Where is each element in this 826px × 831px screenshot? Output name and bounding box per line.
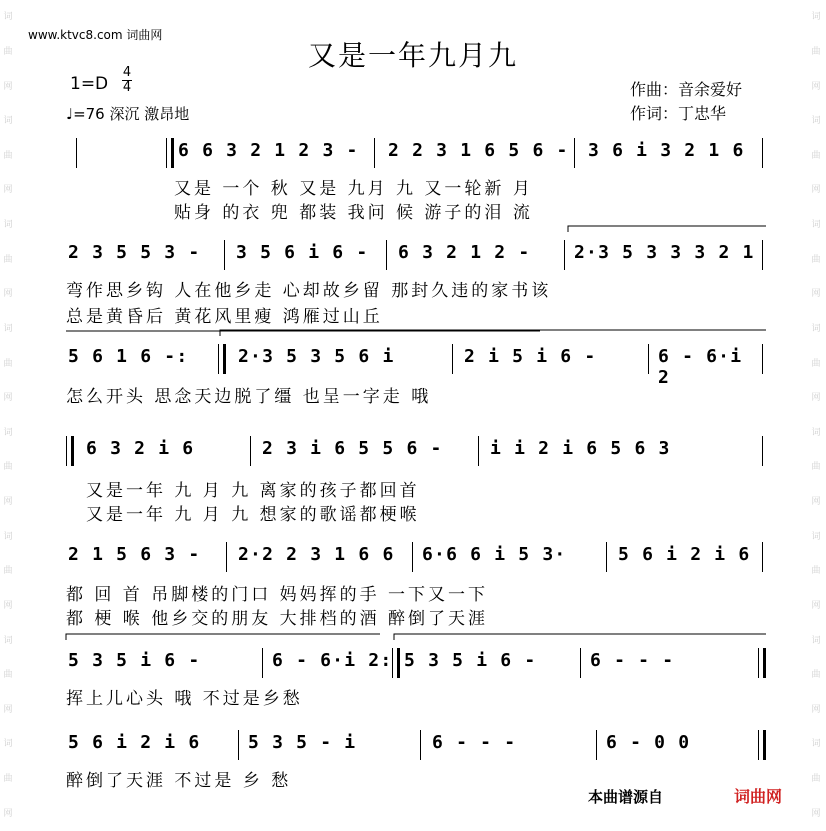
- watermark-glyph: 词: [811, 12, 821, 23]
- watermark-glyph: 网: [811, 81, 821, 92]
- watermark-glyph: 曲: [3, 670, 13, 681]
- measure-notes: 2·3 5 3 5 6 i: [238, 346, 395, 367]
- measure-notes: 5 6 1 6 -:: [68, 346, 189, 367]
- watermark-glyph: 网: [3, 497, 13, 508]
- volta-line: [394, 634, 766, 640]
- lyric-verse-1: 挥上儿心头 哦 不过是乡愁: [66, 689, 303, 709]
- watermark-glyph: 词: [3, 635, 13, 646]
- measure-notes: 2 i 5 i 6 -: [464, 346, 597, 367]
- measure-notes: 6 3 2 1 2 -: [398, 242, 531, 263]
- composer-credit: 作曲：音余爱好: [630, 80, 743, 99]
- measure-notes: 5 3 5 i 6 -: [404, 650, 537, 671]
- watermark-glyph: 词: [3, 427, 13, 438]
- key-signature: 1=D: [70, 74, 109, 94]
- site-label: www.ktvc8.com 词曲网: [28, 28, 163, 42]
- measure-notes: 6 - 0 0: [606, 732, 691, 753]
- watermark-glyph: 网: [811, 808, 821, 819]
- watermark-glyph: 词: [3, 220, 13, 231]
- watermark-glyph: 词: [3, 12, 13, 23]
- watermark-glyph: 网: [811, 185, 821, 196]
- measure-notes: 6 3 2 i 6: [86, 438, 195, 459]
- watermark-glyph: 曲: [3, 462, 13, 473]
- tempo-mark: ♩=76: [66, 105, 105, 123]
- watermark-glyph: 曲: [811, 774, 821, 785]
- watermark-glyph: 曲: [811, 462, 821, 473]
- watermark-glyph: 曲: [3, 358, 13, 369]
- watermark-glyph: 词: [3, 116, 13, 127]
- watermark-glyph: 曲: [811, 358, 821, 369]
- watermark-glyph: 网: [3, 808, 13, 819]
- lyric-verse-2: 又是一年 九 月 九 想家的歌谣都梗喉: [86, 505, 420, 525]
- watermark-glyph: 曲: [811, 254, 821, 265]
- measure-notes: 5 3 5 i 6 -: [68, 650, 201, 671]
- lyric-verse-1: 又是一年 九 月 九 离家的孩子都回首: [86, 481, 420, 501]
- time-sig-top: 4: [122, 65, 132, 80]
- measure-notes: 2 2 3 1 6 5 6 -: [388, 140, 569, 161]
- watermark-glyph: 曲: [811, 566, 821, 577]
- watermark-glyph: 词: [811, 739, 821, 750]
- watermark-glyph: 曲: [3, 566, 13, 577]
- lyric-verse-1: 怎么开头 思念天边脱了缰 也呈一字走 哦: [66, 387, 432, 407]
- watermark-glyph: 网: [3, 185, 13, 196]
- measure-notes: 5 6 i 2 i 6: [618, 544, 751, 565]
- lyric-verse-2: 总是黄昏后 黄花风里瘦 鸿雁过山丘: [66, 307, 383, 327]
- watermark-glyph: 曲: [811, 150, 821, 161]
- watermark-glyph: 词: [811, 427, 821, 438]
- measure-notes: 2·3 5 3 3 3 2 1: [574, 242, 755, 263]
- measure-notes: 2 3 i 6 5 5 6 -: [262, 438, 443, 459]
- footer-text: 本曲谱源自: [588, 788, 664, 806]
- watermark-glyph: 网: [811, 393, 821, 404]
- volta-line: [568, 226, 766, 232]
- watermark-glyph: 词: [811, 635, 821, 646]
- watermark-glyph: 网: [3, 704, 13, 715]
- watermark-glyph: 曲: [3, 150, 13, 161]
- watermark-glyph: 词: [3, 323, 13, 334]
- lyric-verse-1: 弯作思乡钩 人在他乡走 心却故乡留 那封久违的家书该: [66, 281, 552, 301]
- song-title: 又是一年九月九: [307, 39, 518, 72]
- watermark-glyph: 曲: [811, 46, 821, 57]
- lyric-verse-2: 都 梗 喉 他乡交的朋友 大排档的酒 醉倒了天涯: [66, 609, 489, 629]
- watermark-glyph: 曲: [811, 670, 821, 681]
- lyric-verse-1: 醉倒了天涯 不过是 乡 愁: [66, 771, 292, 791]
- lyric-verse-1: 都 回 首 吊脚楼的门口 妈妈挥的手 一下又一下: [66, 585, 489, 605]
- measure-notes: 2 3 5 5 3 -: [68, 242, 201, 263]
- measure-notes: 3 6 i 3 2 1 6: [588, 140, 745, 161]
- measure-notes: 5 6 i 2 i 6: [68, 732, 201, 753]
- watermark-glyph: 网: [811, 600, 821, 611]
- watermark-glyph: 曲: [3, 46, 13, 57]
- time-sig-bottom: 4: [122, 80, 132, 95]
- watermark-glyph: 词: [811, 116, 821, 127]
- measure-notes: 2 1 5 6 3 -: [68, 544, 201, 565]
- measure-notes: 5 3 5 - i: [248, 732, 357, 753]
- watermark-glyph: 网: [3, 393, 13, 404]
- measure-notes: 6 6 3 2 1 2 3 -: [178, 140, 359, 161]
- watermark-glyph: 词: [3, 739, 13, 750]
- measure-notes: 6·6 6 i 5 3·: [422, 544, 567, 565]
- watermark-glyph: 网: [3, 600, 13, 611]
- measure-notes: 6 - - -: [590, 650, 675, 671]
- lyric-verse-1: 又是 一个 秋 又是 九月 九 又一轮新 月: [174, 179, 533, 199]
- watermark-glyph: 网: [811, 289, 821, 300]
- lyricist-credit: 作词：丁忠华: [630, 104, 727, 123]
- measure-notes: 6 - 6·i 2:: [272, 650, 393, 671]
- watermark-glyph: 词: [811, 220, 821, 231]
- measure-notes: 3 5 6 i 6 -: [236, 242, 369, 263]
- watermark-glyph: 网: [811, 704, 821, 715]
- measure-notes: 2·2 2 3 1 6 6: [238, 544, 395, 565]
- watermark-glyph: 网: [3, 81, 13, 92]
- watermark-glyph: 网: [811, 497, 821, 508]
- watermark-glyph: 网: [3, 289, 13, 300]
- volta-line: [66, 634, 380, 640]
- expression-mark: 深沉 激昂地: [109, 105, 190, 123]
- measure-notes: 6 - 6·i 2: [658, 346, 743, 388]
- lyric-verse-2: 贴身 的衣 兜 都装 我问 候 游子的泪 流: [174, 203, 533, 223]
- watermark-glyph: 词: [811, 531, 821, 542]
- watermark-glyph: 曲: [3, 254, 13, 265]
- watermark-glyph: 曲: [3, 774, 13, 785]
- watermark-glyph: 词: [3, 531, 13, 542]
- measure-notes: 6 - - -: [432, 732, 517, 753]
- footer-brand-link[interactable]: 词曲网: [734, 787, 783, 806]
- measure-notes: i i 2 i 6 5 6 3: [490, 438, 671, 459]
- watermark-glyph: 词: [811, 323, 821, 334]
